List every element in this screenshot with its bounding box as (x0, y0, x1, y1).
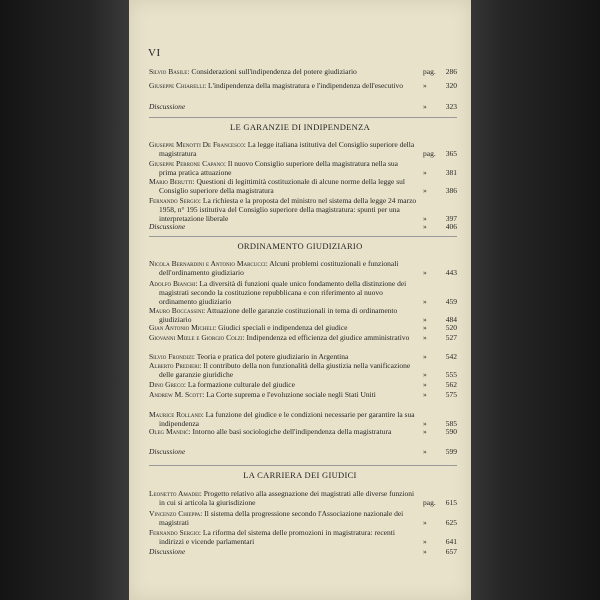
page-number-ref: 484 (445, 315, 457, 324)
toc-entry (149, 509, 457, 527)
page-ref (419, 537, 457, 546)
page-number-ref: 585 (445, 419, 457, 428)
entry-title: La legge italiana istitutiva del Consiglio superiore della magistratura (159, 140, 415, 158)
page-number-ref: 542 (445, 352, 457, 361)
page-number-ref: 657 (445, 547, 457, 556)
page-ref (419, 149, 457, 158)
toc-entry (149, 279, 457, 306)
entry-text (149, 323, 457, 332)
discussion-label: Discussione (149, 447, 186, 456)
entry-title: Questioni di legittimità costituzionale di alcune norme della legge sul Consiglio superiore della magistratura (159, 177, 405, 195)
entry-text (149, 390, 457, 399)
page-prefix: » (423, 547, 427, 556)
page-prefix: » (423, 297, 427, 306)
toc-entry (149, 380, 457, 389)
page-ref (419, 498, 457, 507)
toc-discussion-entry (149, 547, 457, 556)
page-number-ref: 575 (445, 390, 457, 399)
page-prefix: » (423, 102, 427, 111)
entry-author: Oleg Mandić: (149, 427, 191, 436)
entry-title: Attuazione delle garanzie costituzionali in tema di ordinamento giudiziario (159, 306, 398, 324)
toc-entry (149, 361, 457, 379)
entry-title: L'indipendenza della magistratura e l'indipendenza dell'esecutivo (208, 81, 404, 90)
toc-discussion-entry (149, 222, 457, 231)
page-number-ref: 365 (445, 149, 457, 158)
page-prefix: pag. (423, 149, 436, 158)
toc-entry (149, 67, 457, 76)
entry-text (149, 509, 457, 527)
entry-text (149, 489, 457, 507)
entry-author: Maurice Rolland: (149, 410, 204, 419)
page-ref (419, 427, 457, 436)
entry-text (149, 410, 457, 428)
toc-entry (149, 177, 457, 195)
entry-author: Vincenzo Chieppa: (149, 509, 203, 518)
section-heading: LE GARANZIE DI INDIPENDENZA (229, 122, 371, 132)
page-prefix: » (423, 537, 427, 546)
discussion-label: Discussione (149, 102, 186, 111)
entry-text (149, 81, 457, 90)
entry-text (149, 222, 457, 231)
entry-author: Giuseppe Perrone Capano: (149, 159, 226, 168)
page-number-ref: 381 (445, 168, 457, 177)
entry-text (149, 279, 457, 306)
entry-author: Giuseppe Menotti De Francesco: (149, 140, 246, 149)
book-page (129, 0, 471, 600)
entry-title: La richiesta e la proposta del ministro nel sistema della legge 24 marzo 1958, n° 195 istitutiva del Consiglio superiore della magistratura: spunti per una interpretazione liberale (159, 196, 417, 223)
entry-author: Dino Greco: (149, 380, 187, 389)
page-number-ref: 386 (445, 186, 457, 195)
page-prefix: » (423, 168, 427, 177)
page-ref (419, 370, 457, 379)
toc-entry (149, 352, 457, 361)
page-ref (419, 447, 457, 456)
entry-title: La formazione culturale del giudice (187, 380, 295, 389)
page-prefix: pag. (423, 498, 436, 507)
toc-discussion-entry (149, 102, 457, 111)
entry-title: Intorno alle basi sociologiche dell'indipendenza della magistratura (192, 427, 392, 436)
toc-entry (149, 333, 457, 342)
page-ref (419, 518, 457, 527)
page-prefix: » (423, 370, 427, 379)
page-number-ref: 520 (445, 323, 457, 332)
page-prefix: » (423, 323, 427, 332)
page-ref (419, 380, 457, 389)
page-number-ref: 599 (445, 447, 457, 456)
entry-text (149, 361, 457, 379)
entry-text (149, 352, 457, 361)
entry-title: Il nuovo Consiglio superiore della magistratura nella sua prima pratica attuazione (159, 159, 398, 177)
entry-text (149, 177, 457, 195)
page-prefix: » (423, 222, 427, 231)
toc-entry (149, 410, 457, 428)
entry-text (149, 102, 457, 111)
entry-author: Adolfo Bianchi: (149, 279, 198, 288)
entry-title: Teoria e pratica del potere giudiziario in Argentina (196, 352, 349, 361)
page-number-ref: 443 (445, 268, 457, 277)
entry-text (149, 67, 457, 76)
page-prefix: » (423, 427, 427, 436)
page-ref (419, 222, 457, 231)
page-ref (419, 186, 457, 195)
page-prefix: » (423, 268, 427, 277)
toc-entry (149, 489, 457, 507)
page-prefix: » (423, 390, 427, 399)
page-number-ref: 320 (445, 81, 457, 90)
book-spine-shadow (0, 0, 129, 600)
entry-text (149, 140, 457, 158)
entry-author: Gian Antonio Micheli: (149, 323, 217, 332)
page-ref (419, 168, 457, 177)
entry-text (149, 159, 457, 177)
entry-author: Andrew M. Scott: (149, 390, 205, 399)
entry-author: Mario Berutti: (149, 177, 195, 186)
toc-entry (149, 196, 457, 223)
entry-text (149, 333, 457, 342)
entry-title: La funzione del giudice e le condizioni necessarie per garantire la sua indipendenza (159, 410, 415, 428)
page-ref (419, 67, 457, 76)
entry-title: Progetto relativo alla assegnazione dei magistrati alle diverse funzioni in cui si articola la giurisdizione (159, 489, 415, 507)
page-prefix: » (423, 333, 427, 342)
entry-author: Mauro Boccassini: (149, 306, 206, 315)
section-divider (149, 465, 457, 466)
entry-text (149, 547, 457, 556)
entry-text (149, 196, 457, 223)
entry-title: La Corte suprema e l'evoluzione sociale negli Stati Uniti (206, 390, 376, 399)
page-number-ref: 625 (445, 518, 457, 527)
page-ref (419, 323, 457, 332)
page-prefix: » (423, 81, 427, 90)
page-ref (419, 547, 457, 556)
page-prefix: » (423, 352, 427, 361)
page-prefix: » (423, 186, 427, 195)
toc-entry (149, 390, 457, 399)
entry-title: Indipendenza ed efficienza del giudice amministrativo (246, 333, 410, 342)
entry-title: Giudici speciali e indipendenza del giudice (218, 323, 348, 332)
page-ref (419, 297, 457, 306)
page-prefix: » (423, 315, 427, 324)
page-number-ref: 555 (445, 370, 457, 379)
page-prefix: » (423, 447, 427, 456)
entry-title: La riforma del sistema delle promozioni in magistratura: recenti indirizzi e vicende parlamentari (159, 528, 395, 546)
page-prefix: » (423, 380, 427, 389)
toc-entry (149, 140, 457, 158)
entry-text (149, 528, 457, 546)
page-number-ref: 590 (445, 427, 457, 436)
entry-title: La diversità di funzioni quale unico fondamento della distinzione dei magistrati secondo la costituzione repubblicana e con riferimento al nuovo ordinamento giudiziario (159, 279, 407, 306)
page-prefix: » (423, 214, 427, 223)
page-number: VI (148, 47, 161, 59)
toc-entry (149, 528, 457, 546)
entry-text (149, 447, 457, 456)
entry-author: Giovanni Miele e Giorgio Colzi: (149, 333, 245, 342)
entry-title: Il sistema della progressione secondo l'Associazione nazionale dei magistrati (159, 509, 404, 527)
page-prefix: » (423, 518, 427, 527)
entry-text (149, 259, 457, 277)
entry-author: Nicola Bernardini e Antonio Marcucci: (149, 259, 268, 268)
page-number-ref: 406 (445, 222, 457, 231)
page-number-ref: 562 (445, 380, 457, 389)
section-heading: ORDINAMENTO GIUDIZIARIO (237, 241, 363, 251)
page-ref (419, 352, 457, 361)
toc-entry (149, 159, 457, 177)
discussion-label: Discussione (149, 547, 186, 556)
page-ref (419, 390, 457, 399)
toc-entry (149, 427, 457, 436)
page-number-ref: 527 (445, 333, 457, 342)
toc-entry (149, 306, 457, 324)
section-divider (149, 117, 457, 118)
entry-author: Alberto Predieri: (149, 361, 202, 370)
discussion-label: Discussione (149, 222, 186, 231)
page-number-ref: 459 (445, 297, 457, 306)
entry-author: Silvio Basile: (149, 67, 190, 76)
entry-author: Silvio Frondizi: (149, 352, 195, 361)
entry-author: Leonetto Amadei: (149, 489, 202, 498)
entry-author: Fernando Sergio: (149, 196, 202, 205)
page-ref (419, 333, 457, 342)
entry-text (149, 306, 457, 324)
entry-title: Considerazioni sull'indipendenza del potere giudiziario (191, 67, 357, 76)
page-number-ref: 286 (445, 67, 457, 76)
book-edge-shadow (471, 0, 600, 600)
entry-author: Fernando Sergio: (149, 528, 202, 537)
entry-title: Alcuni problemi costituzionali e funzionali dell'ordinamento giudiziario (159, 259, 399, 277)
toc-entry (149, 81, 457, 90)
page-ref (419, 81, 457, 90)
entry-author: Giuseppe Chiarelli: (149, 81, 207, 90)
entry-title: Il contributo della non funzionalità della giustizia nella vanificazione delle garanzie giuridiche (159, 361, 411, 379)
page-prefix: pag. (423, 67, 436, 76)
page-number-ref: 615 (445, 498, 457, 507)
entry-text (149, 380, 457, 389)
page-number-ref: 641 (445, 537, 457, 546)
toc-entry (149, 323, 457, 332)
page-ref (419, 102, 457, 111)
page-ref (419, 268, 457, 277)
section-divider (149, 236, 457, 237)
section-heading: LA CARRIERA DEI GIUDICI (243, 470, 357, 480)
toc-discussion-entry (149, 447, 457, 456)
page-number-ref: 323 (445, 102, 457, 111)
page-number-ref: 397 (445, 214, 457, 223)
page-prefix: » (423, 419, 427, 428)
toc-entry (149, 259, 457, 277)
entry-text (149, 427, 457, 436)
